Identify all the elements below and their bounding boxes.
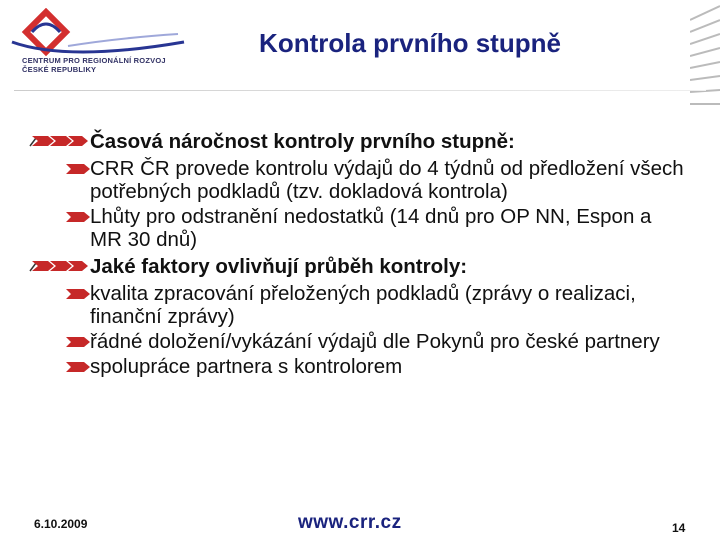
arrow-bullet-small-icon <box>66 360 90 374</box>
arrow-bullet-icon <box>28 259 88 273</box>
section-heading <box>28 130 688 153</box>
list-item <box>28 157 688 203</box>
section-heading-text: Časová náročnost kontroly prvního stupně: <box>90 130 515 153</box>
section-heading-text: Jaké faktory ovlivňují průběh kontroly: <box>90 255 468 278</box>
footer-url: www.crr.cz <box>298 512 402 533</box>
arrow-bullet-small-icon <box>66 162 90 176</box>
list-item-text: Lhůty pro odstranění nedostatků (14 dnů pro OP NN, Espon a MR 30 dnů) <box>90 205 652 251</box>
section-heading <box>28 255 688 278</box>
list-item-text: řádné doložení/vykázání výdajů dle Pokynů pro české partnery <box>90 330 660 353</box>
arrow-bullet-small-icon <box>66 210 90 224</box>
logo-line-1: CENTRUM PRO REGIONÁLNÍ ROZVOJ <box>22 56 166 65</box>
arrow-bullet-small-icon <box>66 287 90 301</box>
list-item-text: spolupráce partnera s kontrolorem <box>90 355 403 378</box>
arrow-bullet-icon <box>28 134 88 148</box>
crr-logo-mark-icon <box>8 8 188 58</box>
list-item-text: CRR ČR provede kontrolu výdajů do 4 týdnů od předložení všech potřebných podkladů (tzv. dokladová kontrola) <box>90 157 684 203</box>
list-item-text: kvalita zpracování přeložených podkladů (zprávy o realizaci, finanční zprávy) <box>90 282 636 328</box>
slide-title: Kontrola prvního stupně <box>259 28 561 58</box>
list-item <box>28 282 688 328</box>
logo-text <box>22 56 192 74</box>
header-divider <box>14 90 706 91</box>
list-item <box>28 330 688 353</box>
list-item <box>28 205 688 251</box>
slide-content <box>28 130 688 380</box>
crr-logo <box>8 8 188 78</box>
decorative-stripes-icon <box>690 0 720 130</box>
page-number: 14 <box>672 521 686 535</box>
footer-date: 6.10.2009 <box>34 517 88 531</box>
list-item <box>28 355 688 378</box>
arrow-bullet-small-icon <box>66 335 90 349</box>
logo-line-2: ČESKÉ REPUBLIKY <box>22 65 97 74</box>
